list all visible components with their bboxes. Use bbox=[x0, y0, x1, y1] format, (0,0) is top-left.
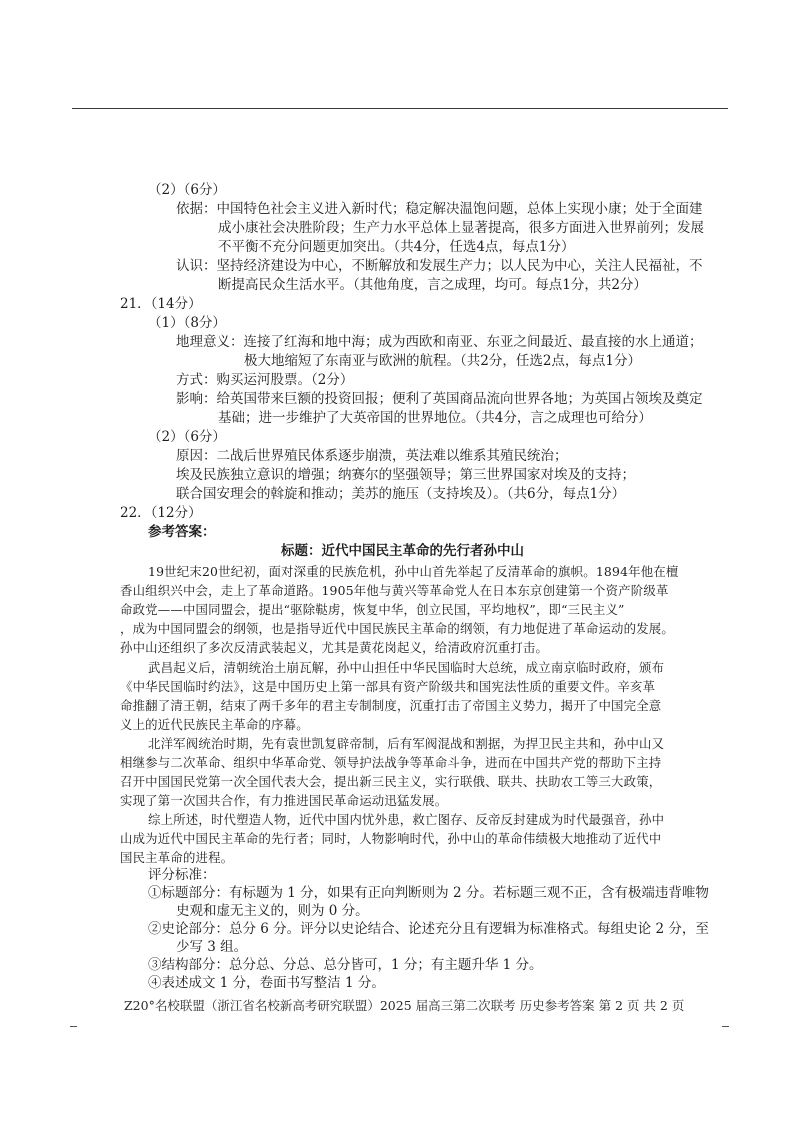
essay-line: ，成为中国同盟会的纲领，也是指导近代中国民族民主革命的纲领，有力地促进了革命运动的发展。 bbox=[120, 621, 674, 636]
q21-method-line: 方式：购买运河股票。（2分） bbox=[176, 372, 354, 388]
criteria-item: 少写 3 组。 bbox=[176, 939, 248, 955]
criteria-item: 史观和虚无主义的，则为 0 分。 bbox=[176, 903, 369, 919]
q21-impact-line: 基础；进一步维护了大英帝国的世界地位。（共4分，言之成理也可给分） bbox=[218, 410, 652, 426]
q21-geo-line: 地理意义：连接了红海和地中海；成为西欧和南亚、东亚之间最近、最直接的水上通道； bbox=[176, 334, 703, 350]
essay-line: 《中华民国临时约法》，这是中国历史上第一部具有资产阶级共和国宪法性质的重要文件。辛亥革 bbox=[120, 679, 656, 694]
header-rule bbox=[72, 108, 728, 109]
essay-line: 命推翻了清王朝，结束了两千多年的君主专制制度，沉重打击了帝国主义势力，揭开了中国完全意 bbox=[120, 698, 662, 713]
q21-reason-line: 联合国安理会的斡旋和推动；美苏的施压（支持埃及）。（共6分，每点1分） bbox=[176, 486, 626, 502]
q22-heading: 22．（12分） bbox=[120, 505, 202, 521]
essay-line: 武昌起义后，清朝统治土崩瓦解，孙中山担任中华民国临时大总统，成立南京临时政府，颁布 bbox=[148, 660, 665, 675]
q20-basis-line: 依据：中国特色社会主义进入新时代；稳定解决温饱问题，总体上实现小康；处于全面建 bbox=[176, 201, 703, 217]
q21-part2-heading: （2）（6分） bbox=[148, 429, 226, 445]
q21-geo-line: 极大地缩短了东南亚与欧洲的航程。（共2分，任选2点，每点1分） bbox=[244, 353, 642, 369]
essay-title: 标题：近代中国民主革命的先行者孙中山 bbox=[281, 543, 524, 559]
criteria-item: ②史论部分：总分 6 分。评分以史论结合、论述充分且有逻辑为标准格式。每组史论 2 分，至 bbox=[148, 921, 709, 937]
q21-reason-line: 埃及民族独立意识的增强；纳赛尔的坚强领导；第三世界国家对埃及的支持； bbox=[176, 467, 635, 483]
essay-line: 义上的近代民族民主革命的序幕。 bbox=[120, 717, 309, 732]
q21-part1-heading: （1）（8分） bbox=[148, 315, 226, 331]
q21-heading: 21．（14分） bbox=[120, 296, 202, 312]
q20-view-line: 断提高民众生活水平。（其他角度，言之成理，均可。每点1分，共2分） bbox=[218, 277, 647, 293]
margin-mark bbox=[70, 1026, 77, 1027]
page-footer: Z20°名校联盟（浙江省名校新高考研究联盟）2025 届高三第二次联考 历史参考答案 第 2 页 共 2 页 bbox=[124, 998, 685, 1013]
q21-impact-line: 影响：给英国带来巨额的投资回报；便利了英国商品流向世界各地；为英国占领埃及奠定 bbox=[176, 391, 703, 407]
q22-reference-label: 参考答案： bbox=[148, 524, 216, 540]
criteria-item: ①标题部分：有标题为 1 分，如果有正向判断则为 2 分。若标题三观不正，含有极端违背唯物 bbox=[148, 885, 709, 901]
essay-line: 实现了第一次国共合作，有力推进国民革命运动迅猛发展。 bbox=[120, 793, 448, 808]
q20-part2-heading: （2）（6分） bbox=[148, 182, 226, 198]
margin-mark bbox=[722, 1026, 729, 1027]
criteria-item: ③结构部分：总分总、分总、总分皆可，1 分；有主题升华 1 分。 bbox=[148, 957, 543, 973]
q20-basis-line: 不平衡不充分问题更加突出。（共4分，任选4点，每点1分） bbox=[218, 239, 575, 255]
essay-line: 北洋军阀统治时期，先有袁世凯复辟帝制，后有军阀混战和割据，为捍卫民主共和，孙中山又 bbox=[148, 736, 665, 751]
q20-basis-line: 成小康社会决胜阶段；生产力水平总体上显著提高，很多方面进入世界前列；发展 bbox=[218, 220, 704, 236]
essay-line: 综上所述，时代塑造人物，近代中国内忧外患，救亡图存、反帝反封建成为时代最强音，孙中 bbox=[148, 812, 665, 827]
essay-line: 19世纪末20世纪初，面对深重的民族危机，孙中山首先举起了反清革命的旗帜。1894年他在檀 bbox=[148, 564, 679, 579]
essay-line: 孙中山还组织了多次反清武装起义，尤其是黄花岗起义，给清政府沉重打击。 bbox=[120, 640, 549, 655]
essay-line: 命政党——中国同盟会，提出“驱除鞑虏，恢复中华，创立民国，平均地权”，即“三民主义” bbox=[120, 602, 625, 617]
essay-line: 香山组织兴中会，走上了革命道路。1905年他与黄兴等革命党人在日本东京创建第一个资产阶级革 bbox=[120, 583, 669, 598]
essay-line: 相继参与二次革命、组织中华革命党、领导护法战争等革命斗争，进而在中国共产党的帮助下主持 bbox=[120, 755, 662, 770]
q21-reason-line: 原因：二战后世界殖民体系逐步崩溃，英法难以维系其殖民统治； bbox=[176, 448, 568, 464]
essay-line: 召开中国国民党第一次全国代表大会，提出新三民主义，实行联俄、联共、扶助农工等三大政策， bbox=[120, 774, 662, 789]
criteria-label: 评分标准： bbox=[148, 867, 216, 883]
essay-line: 国民主革命的进程。 bbox=[120, 850, 234, 865]
criteria-item: ④表述成文 1 分，卷面书写整洁 1 分。 bbox=[148, 975, 385, 991]
q20-view-line: 认识：坚持经济建设为中心，不断解放和发展生产力；以人民为中心，关注人民福祉，不 bbox=[176, 258, 703, 274]
essay-line: 山成为近代中国民主革命的先行者；同时，人物影响时代，孙中山的革命伟绩极大地推动了近代中 bbox=[120, 831, 662, 846]
